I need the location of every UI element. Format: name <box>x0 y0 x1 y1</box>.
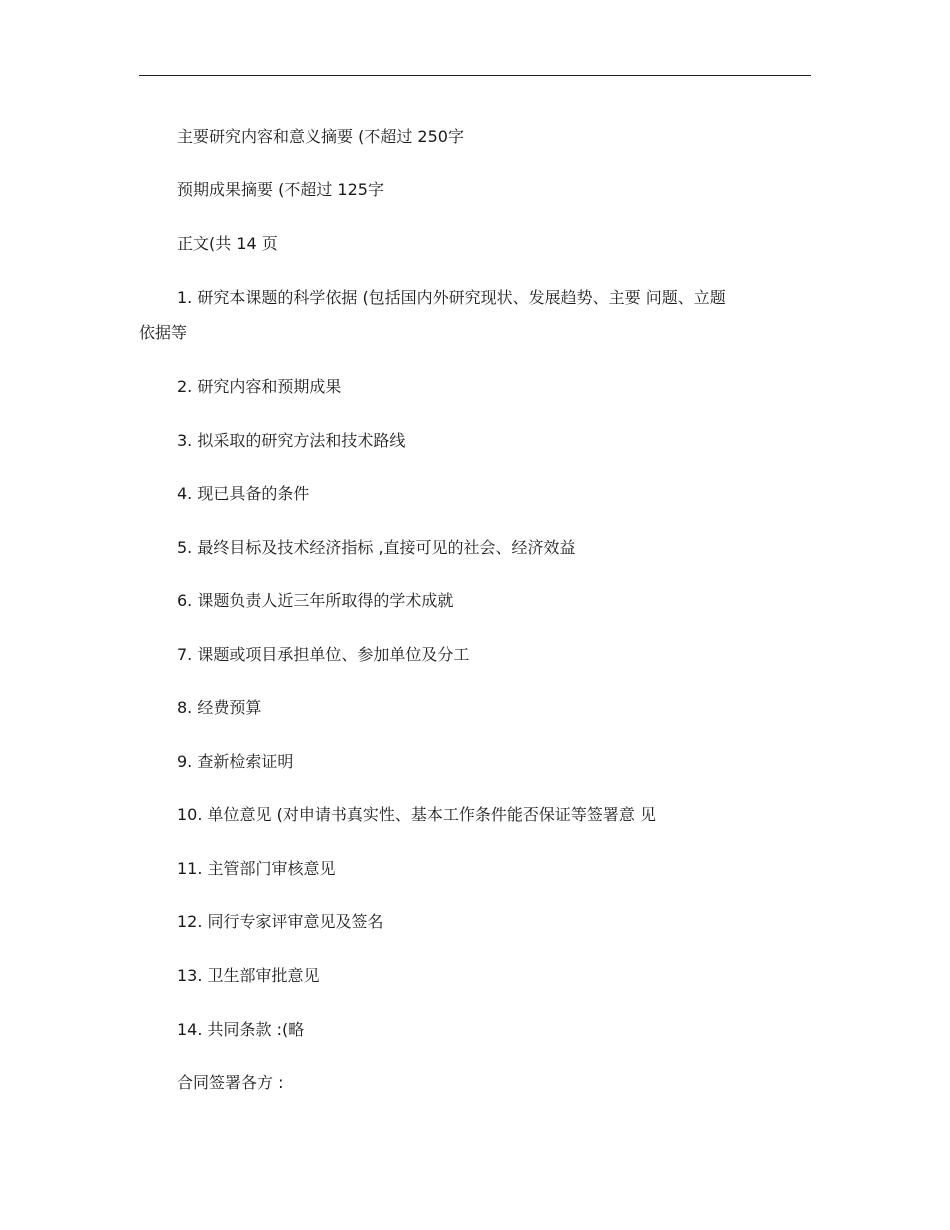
body-pages-line: 正文(共 14 页 <box>177 234 278 253</box>
item-14-line: 14. 共同条款 :(略 <box>177 1020 305 1039</box>
abstract-content-line: 主要研究内容和意义摘要 (不超过 250字 <box>177 127 464 146</box>
item-8-line: 8. 经费预算 <box>177 698 262 717</box>
item-9-line: 9. 查新检索证明 <box>177 752 294 771</box>
expected-results-line: 预期成果摘要 (不超过 125字 <box>177 180 384 199</box>
item-4-line: 4. 现已具备的条件 <box>177 484 310 503</box>
item-13-line: 13. 卫生部审批意见 <box>177 966 320 985</box>
item-1-continuation: 依据等 <box>139 323 188 342</box>
item-3-line: 3. 拟采取的研究方法和技术路线 <box>177 431 406 450</box>
item-1-line: 1. 研究本课题的科学依据 (包括国内外研究现状、发展趋势、主要 问题、立题 <box>177 288 726 307</box>
header-rule <box>139 75 811 76</box>
contract-parties-line: 合同签署各方 : <box>177 1073 284 1092</box>
item-5-line: 5. 最终目标及技术经济指标 ,直接可见的社会、经济效益 <box>177 538 576 557</box>
item-2-line: 2. 研究内容和预期成果 <box>177 377 342 396</box>
item-11-line: 11. 主管部门审核意见 <box>177 859 336 878</box>
item-7-line: 7. 课题或项目承担单位、参加单位及分工 <box>177 645 470 664</box>
item-10-line: 10. 单位意见 (对申请书真实性、基本工作条件能否保证等签署意 见 <box>177 805 656 824</box>
item-12-line: 12. 同行专家评审意见及签名 <box>177 912 384 931</box>
item-6-line: 6. 课题负责人近三年所取得的学术成就 <box>177 591 454 610</box>
